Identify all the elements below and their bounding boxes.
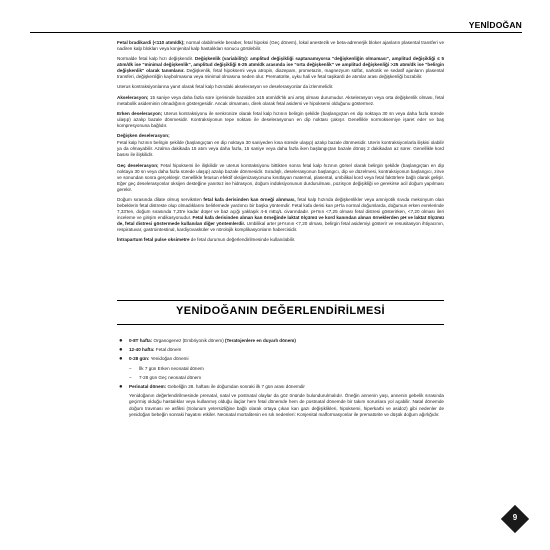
- header-rule: [30, 32, 522, 33]
- section-rule-bottom: [117, 324, 444, 325]
- paragraph-fetal-bradycardia: Fetal bradikardi (<110 atım/dk); normal olabilmekle beraber, fetal hipoksi (Geç dönem), lokal anestezik ve beta-adrenerjik bloker ajanların plasental transferi ve nadiren kalp blokları veya konjenital kalp hastalıkları sonucu görülebilir.: [117, 40, 445, 51]
- paragraph-early-deceleration: Erken deselerasyon; Uterus kontraksiyonu ile senkronize olarak fetal kalp hızının belirgin şekilde (başlangıçtan en dip noktaya 30 sn veya daha fazla sürede ulaşıp) azalıp bazale dönmesidir. Kontraksiyonun tepe noktası ile deselerasyonun en dip noktası çakışır. Genellikle normoksemiye işaret eder ve baş kompresyonuna bağlıdır.: [117, 110, 444, 128]
- paragraph-scalp-blood-sampling: Doğum sırasında dilate olmuş serviksten fetal kafa derisinden kan örneği alınması, fetal kalp hızında değişkenlikler veya amniyotik sıvıda mekonyum olan bebeklerin fetal distreste olup olmadıklarını belirlemede yardımcı bir başka yöntemdir. Fetal kafa derisi kan pH'la normal doğumlarda, doğumun erken evrelerinde 7,33'ten, doğum sırasında 7,25'e kadar düşer ve baz açığı yaklaşık 4-6 mEq/L civarındadır. pH'nın <7,25 olması fetal distresi gösterirken, <7,20 olması ileri inceleme ve girişim endikasyonudur. Fetal kafa derisinden alınan kan örneğinde laktat ölçümü ve kord kanından alınan örneklerden pH ve laktat ölçümü de, fetal distresi göstermede kullanılan diğer yöntemlerdir. Umbilikal arter pH'sının <7,20 olması, belirgin fetal asidemiyi gösterir ve resusitasyon ihtiyacının, respiratuvar, gastrointestinal, kardiyovasküler ve nörolojik komplikasyonların habercisidir.: [117, 196, 445, 232]
- bullet-icon: ●: [119, 347, 123, 354]
- paragraph-uterine-contractions: Uterus kontraksiyonlarına yanıt olarak fetal kalp hızındaki akselerasyon ve deselerasyonlar da izlenmelidir.: [117, 84, 334, 90]
- paragraph-acceleration: Akselerasyon; 15 saniye veya daha fazla süre içerisinde bazalden ≥15 atım/dk'lık ani artış olması durumudur. Akselerasyon veya orta değişkenlik olması, fetal metabolik asideminin olmadığının göstergesidir. Ancak olmaması, direk olarak fetal asidemi ve hipoksemi olduğunu göstermez.: [117, 94, 444, 106]
- paragraph-variable-deceleration: Fetal kalp hızının belirgin şekilde (başlangıçtan en dip noktaya 30 saniyeden kısa sürede ulaşıp) azalıp bazale dönmesidir. Uterin kontraksiyonlarla ilişkisi olabilir ya da olmayabilir. Azalma dakikada 15 atım veya daha fazla, 15 saniye veya daha fazla iken başlangıçtan bazale dönüş 2 dakikadan az sürer. Genellikle kord basısı ile ilişkilidir.: [117, 140, 444, 158]
- bullet-icon: ●: [119, 338, 123, 344]
- newborn-periods-list: [117, 338, 444, 418]
- page-number-badge: [502, 506, 528, 532]
- list-item: ● 0-8T hafta: Organogenez (Embriyonik dönem) (Teratojenlere en duyarlı dönem): [119, 338, 296, 344]
- paragraph-late-deceleration: Geç deselerasyon; Fetal hipoksemi ile ilişkilidir ve uterus kontraksiyonu bittikten sonra fetal kalp hızının görsel olarak belirgin şekilde (başlangıçtan en dip noktaya 30 sn veya daha fazla sürede ulaşıp) azalıp bazale dönmesidir. Sıradışlı, deselerasyonun başlangıcı, dip ve düzelmesi, kontraksiyonun başlangıcı, zirve ve sonundan sonra gerçekleşir. Genellikle fetusun efektif oksijenizasyonunu kısıtlayan maternal, plasental, umbilikal kord veya fetal faktörlere bağlı olarak gelişir. Eğer geç deselerasyonlar oksijen desteğine yanıtsız ise hidrasyon, doğum indüksiyonunun durdurulması, pozisyon değişikliği ve gerekirse acil doğum yapılması gerekir.: [117, 162, 444, 192]
- list-item: ● 12-40 hafta: Fetal dönem: [119, 347, 182, 354]
- bullet-icon: ●: [119, 356, 123, 363]
- list-item: ● 0-28 gün: Yenidoğan dönemi: [119, 356, 189, 363]
- paragraph-variable-deceleration-heading: Değişken deselerasyon;: [117, 132, 170, 138]
- list-item: ● Perinatal dönem: Gebeliğin 28. haftası ile doğumdan sonraki ilk 7 gün arası dönemdir: [119, 384, 305, 391]
- paragraph-variability: Normalde fetal kalp hızı değişkendir. Değişkenlik (variability): amplitud değişikliği saptanamıyorsa "değişkenliğin olmaması", amplitud değişikliği ≤ 5 atım/dk ise "minimal değişkenlik", amplitud değişikliği 6-25 atım/dk arasında ise "orta değişkenlik" ve amplitud değişkenliği >25 atım/dk ise "belirgin değişkenlik" olarak tanımlanır. Değişkenlik, fetal hipoksemi veya atropin, diazepam, prometazin, magnezyum sülfat, narkotik ve sedatif ajanların plasental transferi, değişkenliğin kaybolmasına veya minimal olmasına neden olur. Prematürite, uyku hali ve fetal taşikardi de atımlar arası değişkenliği bozabilir.: [117, 56, 445, 80]
- running-header: YENİDOĞAN: [468, 20, 522, 30]
- section-rule-top: [117, 300, 444, 301]
- paragraph-pulse-oximetry: İntrapartum fetal pulse oksimetre de fetal durumun değerlendirilmesinde kullanılabilir.: [117, 237, 296, 242]
- paragraph-newborn-evaluation: Yenidoğanın değerlendirilmesinde prenatal, natal ve postnatal olaylar da göz önünde bulundurulmalıdır. Öneğin annenin yaşı, annenin gebelik sırasında geçirmiş olduğu hastalıklar veya kullanmış olduğu ilaçlar hem fetal dönemde hem de postnatal dönemde bir takım sorunlara yol açabilir. Natal dönemde doğum travması ve asfiksi (Solunum yetersizliğine bağlı olarak ortaya çıkan kan gazı değişiklikleri, hipoksemi, hiperkarbi ve asidoz) gibi nedenler de yenidoğan bebeğin sonraki hayatını etkiler. Neonatal mortalitenin en sık nedenleri: Konjenital malformasyonlar ile prematürite ve düşük doğum ağırlığıdır.: [129, 393, 444, 417]
- dash-icon: –: [129, 365, 132, 371]
- bullet-icon: ●: [119, 384, 123, 391]
- page-number: 9: [512, 513, 518, 522]
- list-subitem: – İlk 7 gün Erken neonatal dönem: [129, 365, 204, 371]
- body-text: [117, 40, 444, 247]
- section-title: YENİDOĞANIN DEĞERLENDİRİLMESİ: [175, 305, 385, 317]
- list-subitem: – 7-28 gün Geç neonatal dönem: [129, 374, 202, 380]
- dash-icon: –: [129, 374, 132, 380]
